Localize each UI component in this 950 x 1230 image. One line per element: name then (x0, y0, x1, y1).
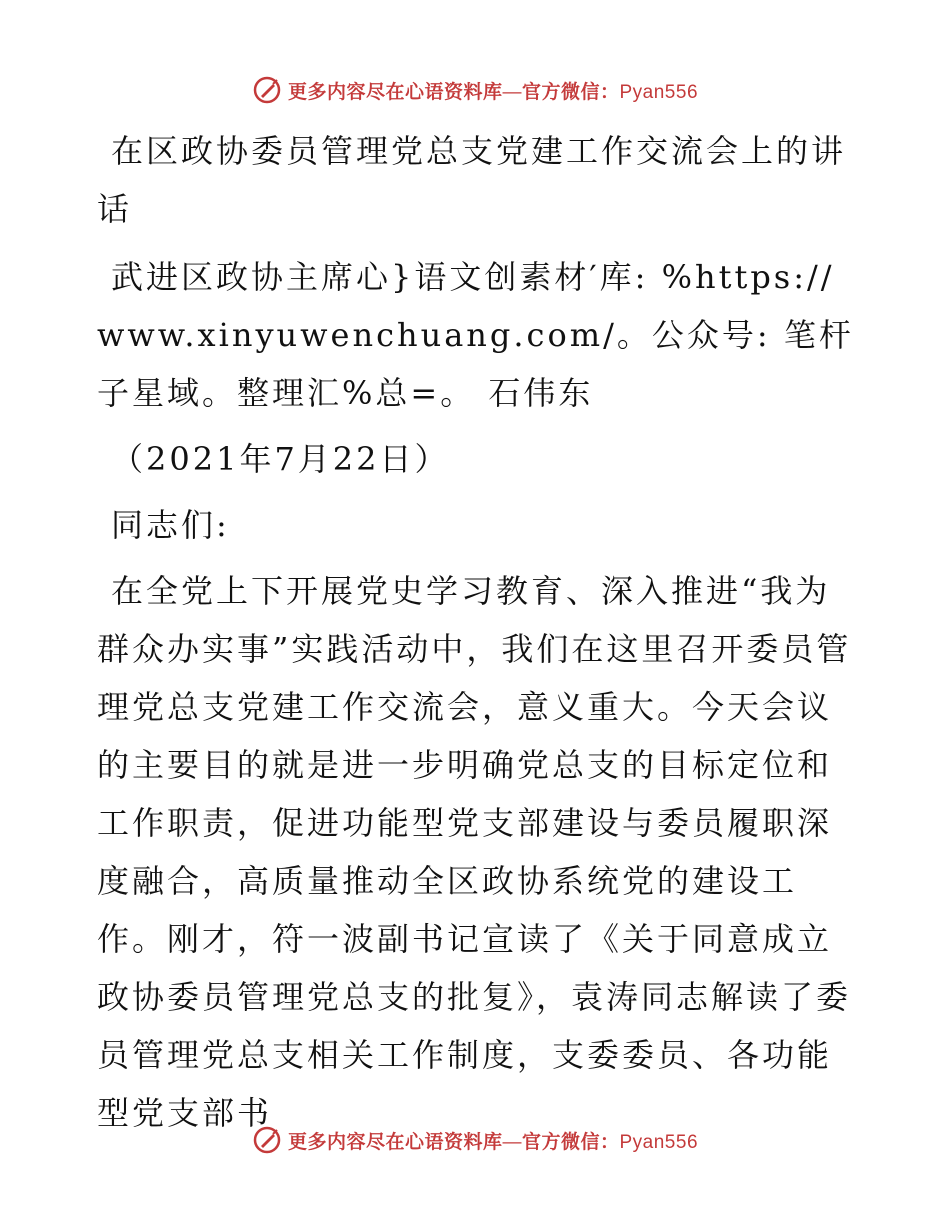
banner-text (288, 77, 698, 104)
banner-dash: — (502, 1131, 522, 1153)
quill-pen-seal-icon (252, 75, 282, 105)
speech-date: （2021年7月22日） (111, 440, 450, 478)
document-title: 在区政协委员管理党总支党建工作交流会上的讲话 (97, 132, 847, 228)
banner-main: 更多内容尽在心语资料库 (287, 1130, 503, 1153)
banner-suffix: 官方微信： (521, 1130, 620, 1153)
quill-pen-seal-icon (252, 1125, 282, 1155)
document-body (97, 122, 857, 1142)
banner-main: 更多内容尽在心语资料库 (287, 80, 503, 103)
body-paragraph: 在全党上下开展党史学习教育、深入推进“我为群众办实事”实践活动中，我们在这里召开委员管理党总支党建工作交流会，意义重大。今天会议的主要目的就是进一步明确党总支的目标定位和工作职责，促进功能型党支部建设与委员履职深度融合，高质量推动全区政协系统党的建设工作。刚才，符一波副书记宣读了《关于同意成立政协委员管理党总支的批复》，袁涛同志解读了委员管理党总支相关工作制度，支委委员、各功能型党支部书 (97, 572, 852, 1132)
header-banner (0, 70, 950, 110)
author-line: 武进区政协主席心}语文创素材′库: %https://www.xinyuwenchuang.com/。公众号: 笔杆子星域。整理汇%总=。 石伟东 (97, 258, 854, 412)
banner-wechat-id: Pyan556 (619, 1131, 699, 1153)
footer-banner (0, 1120, 950, 1160)
banner-suffix: 官方微信： (521, 80, 620, 103)
banner-dash: — (502, 81, 522, 103)
banner-wechat-id: Pyan556 (619, 81, 699, 103)
banner-text (288, 1127, 698, 1154)
greeting: 同志们: (111, 506, 230, 544)
